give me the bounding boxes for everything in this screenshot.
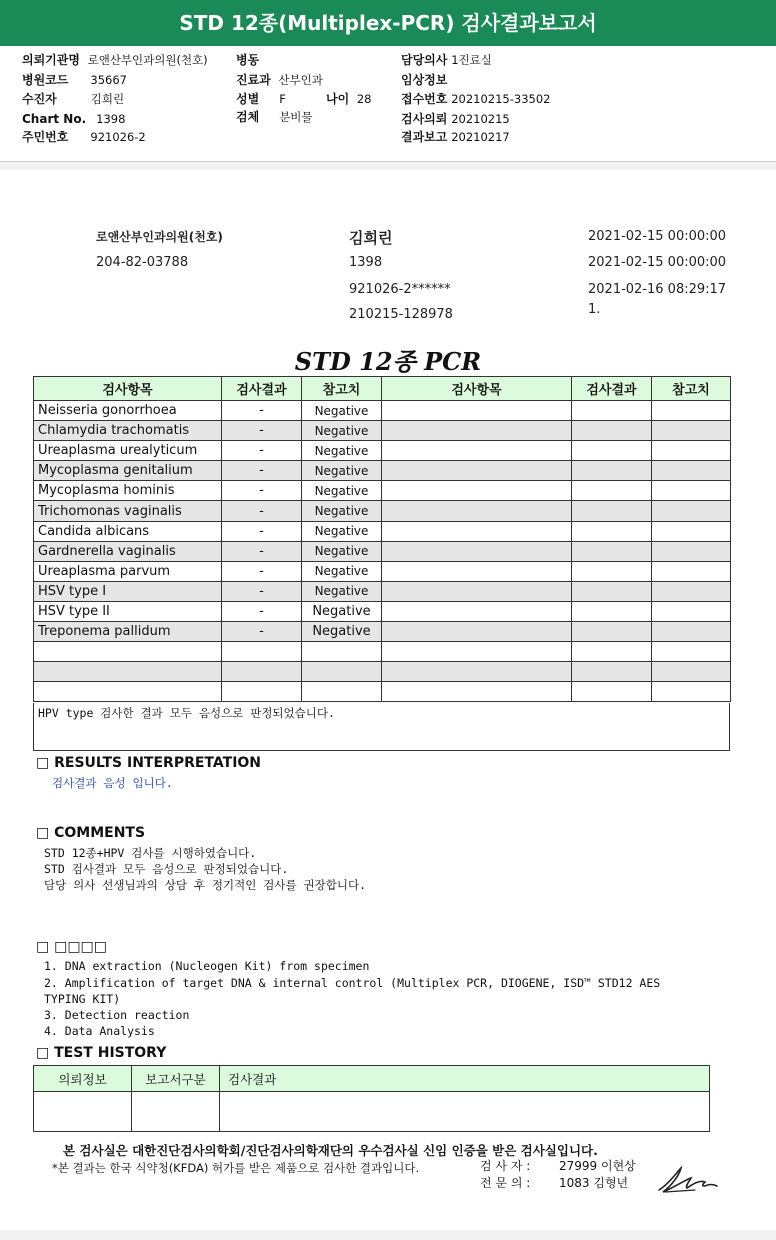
block-rrn: 921026-2****** bbox=[349, 282, 451, 297]
age-value: 28 bbox=[356, 92, 372, 106]
dept-value: 산부인과 bbox=[278, 73, 323, 87]
test-ref: Negative bbox=[302, 441, 382, 461]
test-result: - bbox=[222, 441, 302, 461]
specimen-label: 검체 bbox=[236, 110, 260, 124]
table-row bbox=[34, 662, 731, 682]
test-result: - bbox=[222, 601, 302, 621]
signature-image bbox=[655, 1162, 721, 1196]
request-label: 검사의뢰 bbox=[401, 112, 448, 126]
table-row bbox=[34, 421, 731, 441]
history-row bbox=[34, 1092, 710, 1132]
patient-label: 수진자 bbox=[22, 92, 57, 106]
specialist-value: 1083 김형년 bbox=[559, 1176, 629, 1190]
table-row bbox=[34, 521, 731, 541]
block-date3-suffix: 1. bbox=[588, 302, 601, 317]
hospital-code-value: 35667 bbox=[90, 73, 127, 87]
block-chart: 1398 bbox=[349, 255, 383, 270]
block-biz-no: 204-82-03788 bbox=[96, 255, 189, 270]
block-date3: 2021-02-16 08:29:17 bbox=[588, 282, 727, 297]
rrn-row bbox=[22, 129, 146, 145]
table-row bbox=[34, 401, 731, 421]
test-item: Ureaplasma parvum bbox=[34, 561, 222, 581]
test-ref: Negative bbox=[302, 601, 382, 621]
method-title: □ □□□□ bbox=[36, 939, 108, 955]
method-line: TYPING KIT) bbox=[44, 992, 121, 1006]
header-ref-1: 참고치 bbox=[302, 377, 382, 401]
test-ref: Negative bbox=[302, 541, 382, 561]
header-item-2: 검사항목 bbox=[382, 377, 572, 401]
header-result-2: 검사결과 bbox=[572, 377, 652, 401]
block-date1: 2021-02-15 00:00:00 bbox=[588, 229, 727, 244]
test-item: Gardnerella vaginalis bbox=[34, 541, 222, 561]
rrn-label: 주민번호 bbox=[22, 130, 69, 144]
table-row bbox=[34, 581, 731, 601]
table-note: HPV type 검사한 결과 모두 음성으로 판정되었습니다. bbox=[33, 703, 730, 751]
specimen-row bbox=[236, 109, 313, 125]
table-row bbox=[34, 441, 731, 461]
test-item: Candida albicans bbox=[34, 521, 222, 541]
age-label: 나이 bbox=[326, 92, 350, 106]
sex-label: 성별 bbox=[236, 92, 260, 106]
block-institution: 로앤산부인과의원(천호) bbox=[96, 230, 223, 244]
test-ref: Negative bbox=[302, 421, 382, 441]
block-sample-no: 210215-128978 bbox=[349, 307, 453, 322]
results-interpretation-title: □ RESULTS INTERPRETATION bbox=[36, 755, 262, 771]
test-result: - bbox=[222, 581, 302, 601]
certification-text: 본 검사실은 대한진단검사의학회/진단검사의학재단의 우수검사실 신임 인증을 받은 검사실입니다. bbox=[63, 1143, 598, 1158]
comment-line: STD 검사결과 모두 음성으로 판정되었습니다. bbox=[44, 862, 289, 876]
test-ref: Negative bbox=[302, 461, 382, 481]
test-ref: Negative bbox=[302, 622, 382, 642]
table-row bbox=[34, 561, 731, 581]
header-result-1: 검사결과 bbox=[222, 377, 302, 401]
specimen-value: 분비물 bbox=[279, 110, 313, 124]
header-ref-2: 참고치 bbox=[652, 377, 731, 401]
test-result: - bbox=[222, 622, 302, 642]
method-line: 4. Data Analysis bbox=[44, 1024, 155, 1038]
test-item: Ureaplasma urealyticum bbox=[34, 441, 222, 461]
block-date2: 2021-02-15 00:00:00 bbox=[588, 255, 727, 270]
test-result: - bbox=[222, 521, 302, 541]
results-table bbox=[33, 376, 731, 702]
table-row bbox=[34, 461, 731, 481]
test-item: Chlamydia trachomatis bbox=[34, 421, 222, 441]
institution-row bbox=[22, 52, 208, 68]
ward-label: 병동 bbox=[236, 53, 260, 67]
institution-label: 의뢰기관명 bbox=[22, 53, 80, 67]
hospital-code-label: 병원코드 bbox=[22, 73, 69, 87]
block-name: 김희린 bbox=[349, 229, 393, 247]
test-result: - bbox=[222, 501, 302, 521]
clinical-row bbox=[401, 72, 447, 88]
specialist-label: 전 문 의 : bbox=[480, 1176, 531, 1190]
receipt-value: 20210215-33502 bbox=[451, 92, 551, 106]
test-item: HSV type II bbox=[34, 601, 222, 621]
rrn-value: 921026-2 bbox=[90, 130, 146, 144]
test-ref: Negative bbox=[302, 521, 382, 541]
table-row bbox=[34, 501, 731, 521]
report-label: 결과보고 bbox=[401, 130, 448, 144]
method-line: 2. Amplification of target DNA & internal control (Multiplex PCR, DIOGENE, ISD™ STD12 AES bbox=[44, 976, 661, 990]
sex-row bbox=[236, 91, 286, 107]
patient-row bbox=[22, 91, 124, 107]
test-item: Treponema pallidum bbox=[34, 622, 222, 642]
doctor-value: 1진료실 bbox=[451, 53, 492, 67]
history-header-request: 의뢰정보 bbox=[34, 1066, 132, 1092]
table-row bbox=[34, 622, 731, 642]
doctor-label: 담당의사 bbox=[401, 53, 448, 67]
table-row bbox=[34, 541, 731, 561]
institution-value: 로앤산부인과의원(천호) bbox=[87, 53, 208, 67]
report-title: STD 12종(Multiplex-PCR) 검사결과보고서 bbox=[0, 0, 776, 46]
table-row bbox=[34, 601, 731, 621]
examiner-value: 27999 이현상 bbox=[559, 1159, 636, 1173]
chart-value: 1398 bbox=[96, 112, 126, 126]
test-item: Mycoplasma genitalium bbox=[34, 461, 222, 481]
test-result: - bbox=[222, 561, 302, 581]
test-result: - bbox=[222, 401, 302, 421]
doctor-row bbox=[401, 52, 492, 68]
section-title: STD 12종 PCR bbox=[294, 347, 482, 376]
test-item: Mycoplasma hominis bbox=[34, 481, 222, 501]
test-result: - bbox=[222, 421, 302, 441]
examiner-label: 검 사 자 : bbox=[480, 1159, 531, 1173]
test-item: HSV type I bbox=[34, 581, 222, 601]
report-row bbox=[401, 129, 510, 145]
test-item: Neisseria gonorrhoea bbox=[34, 401, 222, 421]
clinical-label: 임상정보 bbox=[401, 73, 448, 87]
history-table bbox=[33, 1065, 710, 1132]
kfda-text: *본 결과는 한국 식약청(KFDA) 허가를 받은 제품으로 검사한 결과입니다. bbox=[52, 1161, 420, 1175]
dept-row bbox=[236, 72, 323, 88]
test-ref: Negative bbox=[302, 581, 382, 601]
chart-row bbox=[22, 111, 125, 127]
test-result: - bbox=[222, 461, 302, 481]
request-row bbox=[401, 111, 510, 127]
history-header-report-type: 보고서구분 bbox=[132, 1066, 220, 1092]
receipt-label: 접수번호 bbox=[401, 92, 448, 106]
table-row bbox=[34, 682, 731, 702]
dept-label: 진료과 bbox=[236, 73, 271, 87]
results-interpretation-text: 검사결과 음성 입니다. bbox=[52, 776, 173, 790]
header-info bbox=[0, 46, 776, 162]
header-item-1: 검사항목 bbox=[34, 377, 222, 401]
method-line: 1. DNA extraction (Nucleogen Kit) from specimen bbox=[44, 959, 370, 973]
test-ref: Negative bbox=[302, 481, 382, 501]
report-paper bbox=[0, 170, 776, 1230]
history-title: □ TEST HISTORY bbox=[36, 1045, 167, 1061]
test-result: - bbox=[222, 481, 302, 501]
results-header-row bbox=[34, 377, 731, 401]
method-line: 3. Detection reaction bbox=[44, 1008, 190, 1022]
comment-line: STD 12종+HPV 검사를 시행하였습니다. bbox=[44, 846, 257, 860]
chart-label: Chart No. bbox=[22, 112, 87, 126]
age-row bbox=[326, 91, 371, 107]
hospital-code-row bbox=[22, 72, 127, 88]
test-ref: Negative bbox=[302, 501, 382, 521]
patient-value: 김희린 bbox=[90, 92, 125, 106]
test-ref: Negative bbox=[302, 561, 382, 581]
ward-row bbox=[236, 52, 259, 68]
request-value: 20210215 bbox=[451, 112, 510, 126]
test-item: Trichomonas vaginalis bbox=[34, 501, 222, 521]
sex-value: F bbox=[279, 92, 286, 106]
history-header-row bbox=[34, 1066, 710, 1092]
receipt-row bbox=[401, 91, 550, 107]
report-value: 20210217 bbox=[451, 130, 510, 144]
test-ref: Negative bbox=[302, 401, 382, 421]
comment-line: 담당 의사 선생님과의 상담 후 정기적인 검사를 권장합니다. bbox=[44, 878, 367, 892]
table-row bbox=[34, 481, 731, 501]
table-row bbox=[34, 642, 731, 662]
history-header-result: 검사결과 bbox=[220, 1066, 710, 1092]
comments-title: □ COMMENTS bbox=[36, 825, 146, 841]
test-result: - bbox=[222, 541, 302, 561]
